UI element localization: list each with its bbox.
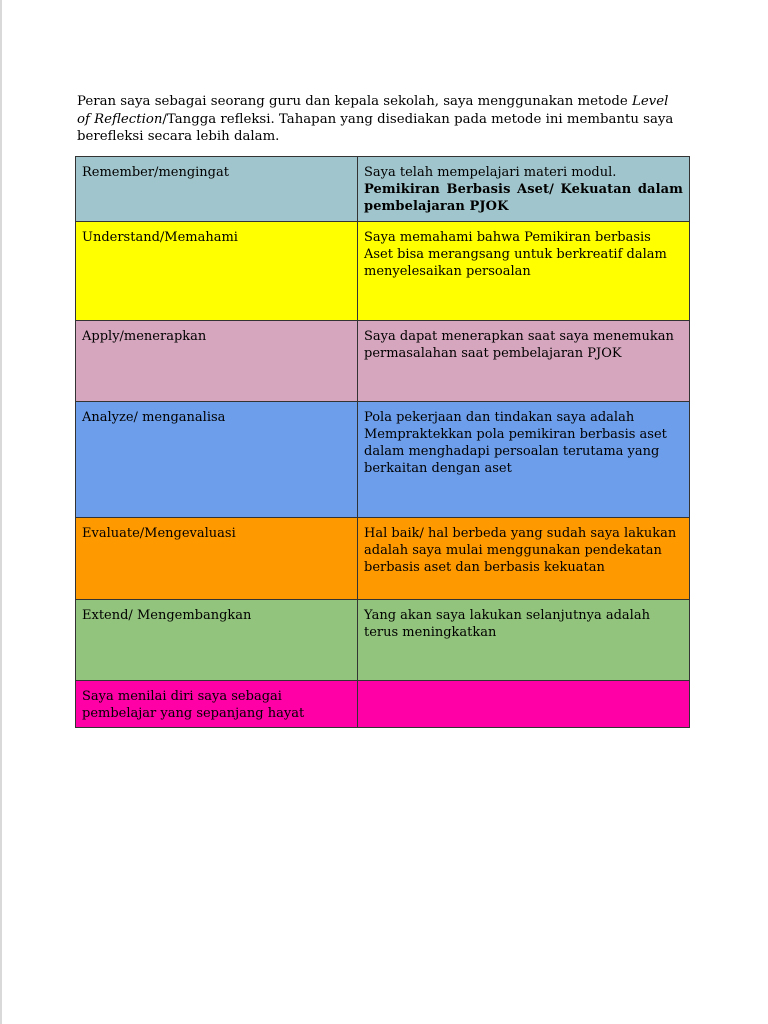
page-edge (0, 0, 2, 1024)
reflection-text-bold: Pemikiran Berbasis Aset/ Kekuatan dalam (364, 182, 683, 197)
stage-cell: Remember/mengingat (76, 157, 358, 222)
reflection-text-bold-continued: pembelajaran PJOK (364, 199, 509, 214)
table-row-understand (76, 222, 690, 321)
table-row-evaluate (76, 518, 690, 600)
stage-cell: Apply/menerapkan (76, 321, 358, 402)
table-row-apply (76, 321, 690, 402)
table-row-self-assessment (76, 681, 690, 728)
intro-text-italic: Level of Reflection (77, 94, 669, 127)
stage-cell: Evaluate/Mengevaluasi (76, 518, 358, 600)
table-row-extend (76, 600, 690, 681)
table-row-analyze (76, 402, 690, 518)
reflection-table (75, 156, 690, 728)
stage-cell: Analyze/ menganalisa (76, 402, 358, 518)
reflection-cell: Hal baik/ hal berbeda yang sudah saya lakukan adalah saya mulai menggunakan pendekatan berbasis aset dan berbasis kekuatan (358, 518, 690, 600)
reflection-cell: Saya dapat menerapkan saat saya menemukan permasalahan saat pembelajaran PJOK (358, 321, 690, 402)
reflection-cell (358, 681, 690, 728)
reflection-text-plain: Saya telah mempelajari materi modul. (364, 165, 617, 180)
stage-cell: Understand/Memahami (76, 222, 358, 321)
stage-cell: Saya menilai diri saya sebagai pembelajar yang sepanjang hayat (76, 681, 358, 728)
intro-text-part2: /Tangga refleksi. Tahapan yang disediakan pada metode ini membantu saya berefleksi secara lebih dalam. (77, 111, 674, 144)
table-row-remember (76, 157, 690, 222)
reflection-cell: Saya memahami bahwa Pemikiran berbasis Aset bisa merangsang untuk berkreatif dalam menyelesaikan persoalan (358, 222, 690, 321)
reflection-cell: Pola pekerjaan dan tindakan saya adalah Mempraktekkan pola pemikiran berbasis aset dalam menghadapi persoalan terutama yang berkaitan dengan aset (358, 402, 690, 518)
intro-paragraph (77, 93, 677, 146)
reflection-cell (358, 157, 690, 222)
intro-text-part1: Peran saya sebagai seorang guru dan kepala sekolah, saya menggunakan metode (77, 94, 632, 109)
reflection-cell: Yang akan saya lakukan selanjutnya adalah terus meningkatkan (358, 600, 690, 681)
stage-cell: Extend/ Mengembangkan (76, 600, 358, 681)
